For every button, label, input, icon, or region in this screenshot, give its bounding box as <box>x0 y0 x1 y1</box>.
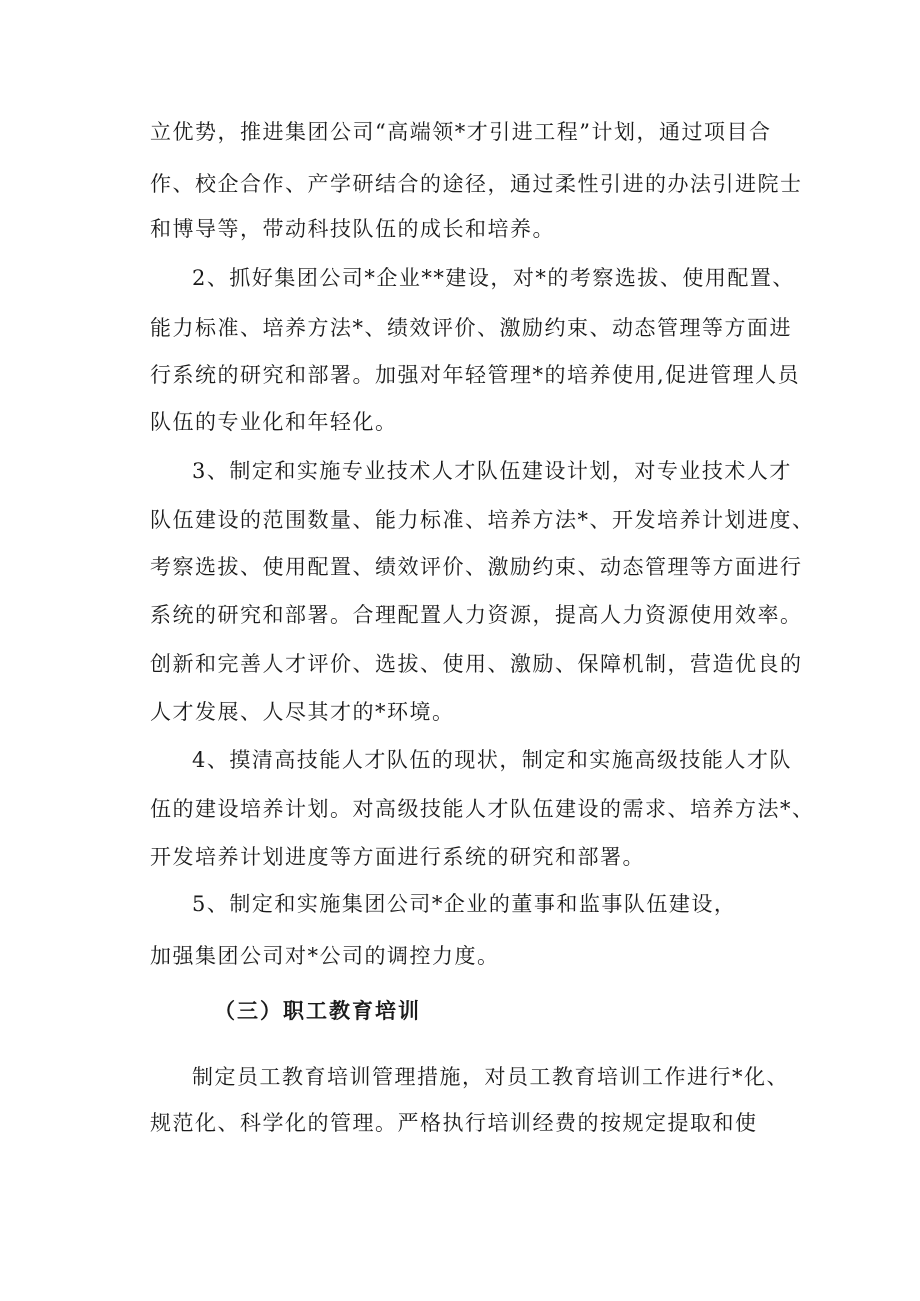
paragraph-line: 人才发展、人尽其才的*环境。 <box>150 700 455 724</box>
paragraph-line: 3、制定和实施专业技术人才队伍建设计划，对专业技术人才 <box>192 459 792 483</box>
paragraph-line: 立优势，推进集团公司“高端领*才引进工程”计划，通过项目合 <box>150 120 772 144</box>
paragraph-line: 制定员工教育培训管理措施，对员工教育培训工作进行*化、 <box>192 1065 789 1089</box>
paragraph-line: 4、摸清高技能人才队伍的现状，制定和实施高级技能人才队 <box>192 748 792 772</box>
paragraph-line: 和博导等，带动科技队伍的成长和培养。 <box>150 217 555 241</box>
paragraph-line: 伍的建设培养计划。对高级技能人才队伍建设的需求、培养方法*、 <box>150 797 815 821</box>
paragraph-line: 队伍的专业化和年轻化。 <box>150 410 398 434</box>
paragraph-line: 规范化、科学化的管理。严格执行培训经费的按规定提取和使 <box>150 1111 758 1135</box>
paragraph-line: 系统的研究和部署。合理配置人力资源，提高人力资源使用效率。 <box>150 603 803 627</box>
paragraph-line: 能力标准、培养方法*、绩效评价、激励约束、动态管理等方面进 <box>150 316 792 340</box>
paragraph-line: 5、制定和实施集团公司*企业的董事和监事队伍建设， <box>192 892 737 916</box>
paragraph-line: 创新和完善人才评价、选拔、使用、激励、保障机制，营造优良的 <box>150 652 803 676</box>
section-heading: （三）职工教育培训 <box>214 998 421 1023</box>
paragraph-line: 行系统的研究和部署。加强对年轻管理*的培养使用,促进管理人员 <box>150 363 801 387</box>
paragraph-line: 加强集团公司对*公司的调控力度。 <box>150 944 500 968</box>
paragraph-line: 考察选拔、使用配置、绩效评价、激励约束、动态管理等方面进行 <box>150 555 803 579</box>
paragraph-line: 开发培养计划进度等方面进行系统的研究和部署。 <box>150 845 645 869</box>
paragraph-line: 作、校企合作、产学研结合的途径，通过柔性引进的办法引进院士 <box>150 172 803 196</box>
paragraph-line: 2、抓好集团公司*企业**建设，对*的考察选拔、使用配置、 <box>192 266 795 290</box>
paragraph-line: 队伍建设的范围数量、能力标准、培养方法*、开发培养计划进度、 <box>150 508 815 532</box>
